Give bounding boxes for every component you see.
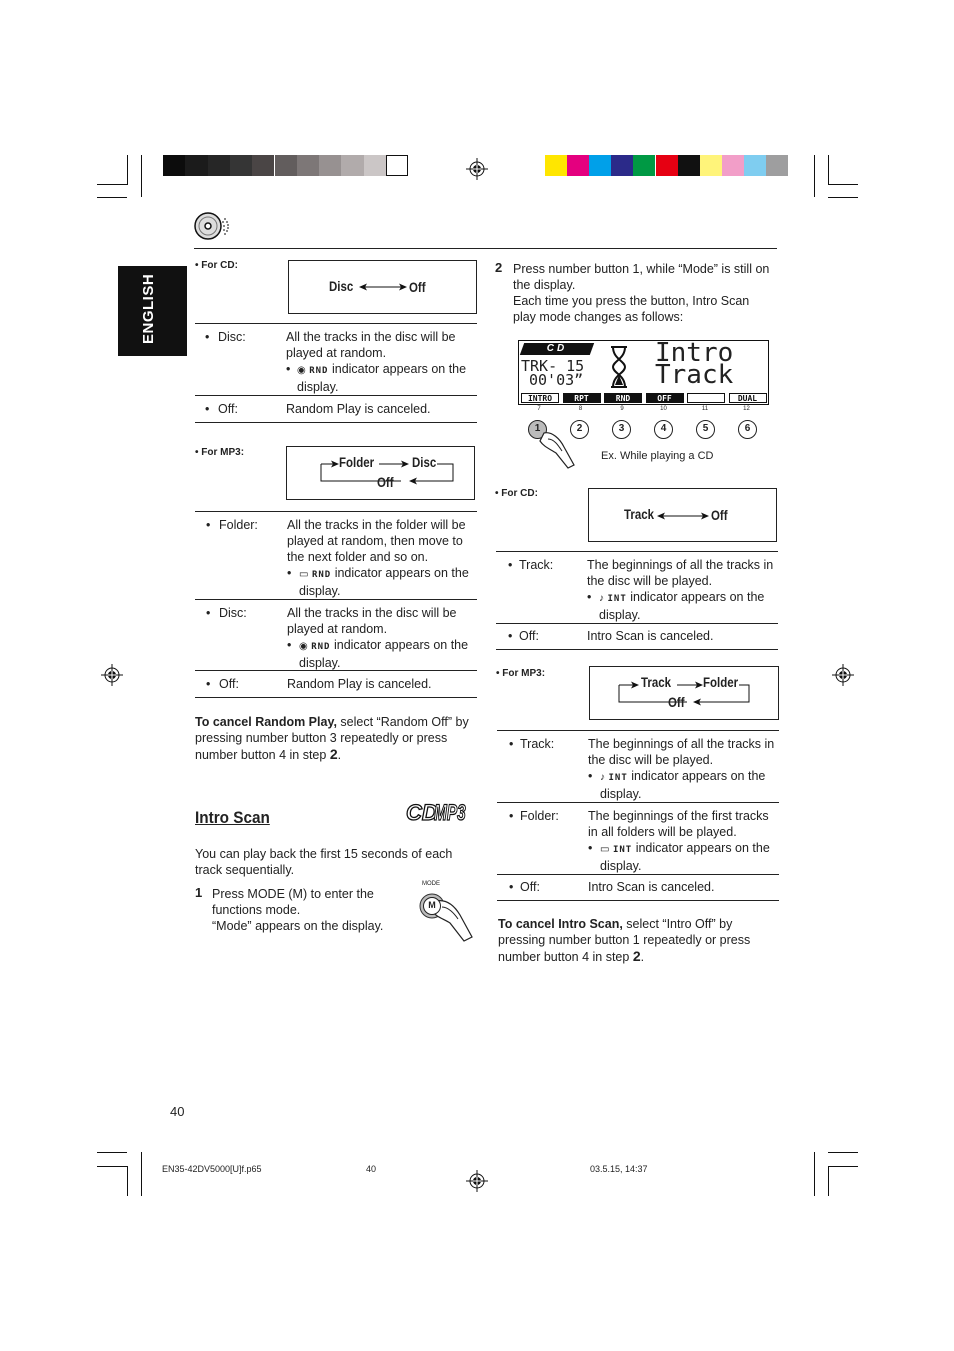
color-swatch xyxy=(656,155,678,176)
number-button-1[interactable]: 1 xyxy=(528,420,547,439)
page-number: 40 xyxy=(170,1104,185,1119)
cycle-track-label: Track xyxy=(641,674,672,690)
rnd-indicator: RND xyxy=(311,570,332,580)
number-button-5[interactable]: 5 xyxy=(696,420,715,439)
lcd-mode-label: DUAL xyxy=(729,393,767,403)
color-swatch xyxy=(744,155,766,176)
crosshair-icon xyxy=(466,158,488,180)
mp3-label: • For MP3: xyxy=(496,668,546,679)
gray-swatch xyxy=(341,155,363,176)
crosshair-icon xyxy=(101,664,123,686)
gray-swatch xyxy=(275,155,297,176)
lcd-mode-numbers xyxy=(518,406,769,414)
header-rule xyxy=(194,248,777,249)
lcd-cd-tab: CD xyxy=(520,343,594,355)
gray-swatch xyxy=(297,155,319,176)
lcd-mode-label: INTRO xyxy=(521,393,559,403)
cycle-off-label: Off xyxy=(668,694,685,710)
cycle-track-label: Track xyxy=(624,506,655,522)
hourglass-icon xyxy=(609,345,629,389)
double-arrow-icon xyxy=(359,282,407,292)
display-caption: Ex. While playing a CD xyxy=(601,450,714,462)
disc-icon xyxy=(192,210,236,242)
cd-intro-cycle-diagram xyxy=(588,488,777,542)
color-swatch xyxy=(567,155,589,176)
gray-swatch xyxy=(208,155,230,176)
note-indicator-icon: ♪ xyxy=(600,772,605,783)
step-1-instruction: Press MODE (M) to enter the functions mode. “Mode” appears on the display. xyxy=(212,887,384,933)
lcd-track-text: Track xyxy=(655,360,734,390)
cancel-random-note: To cancel Random Play, select “Random Off” by pressing number button 3 repeatedly or press number button 4 in step 2. xyxy=(195,715,469,762)
language-tab xyxy=(118,266,187,356)
footer-page: 40 xyxy=(366,1164,377,1174)
lcd-mode-number: 8 xyxy=(578,406,583,412)
crosshair-icon xyxy=(466,1170,488,1192)
lcd-elapsed-time: 00'03” xyxy=(529,371,584,389)
rnd-indicator: RND xyxy=(309,366,329,376)
mp3-random-cycle-diagram xyxy=(286,446,475,500)
lcd-mode-number: 10 xyxy=(660,406,667,412)
mp3-label: • For MP3: xyxy=(195,447,245,458)
cd-mp3-badge xyxy=(406,798,470,834)
color-swatch xyxy=(633,155,655,176)
int-indicator: INT xyxy=(612,845,633,855)
int-indicator: INT xyxy=(607,594,627,604)
lcd-display xyxy=(518,340,769,405)
lcd-mode-label xyxy=(687,393,725,403)
cd-badge: CD xyxy=(406,800,438,825)
lcd-mode-label: OFF xyxy=(646,393,684,403)
intro-description: You can play back the first 15 seconds of each track sequentially. xyxy=(195,847,453,877)
cd-random-cycle-diagram xyxy=(288,260,477,314)
cd-label: • For CD: xyxy=(495,488,538,499)
cycle-off-label: Off xyxy=(409,279,426,295)
number-button-6[interactable]: 6 xyxy=(738,420,757,439)
cycle-off-label: Off xyxy=(711,507,728,523)
lcd-intro-text: Intro xyxy=(655,338,734,368)
color-swatch xyxy=(766,155,788,176)
rnd-indicator: RND xyxy=(311,642,331,652)
color-swatch xyxy=(678,155,700,176)
language-tab-label: ENGLISH xyxy=(140,273,157,344)
disc-indicator-icon: ◉ xyxy=(299,641,308,652)
finger-icon xyxy=(530,425,576,469)
mode-button-press-illustration xyxy=(418,893,478,945)
section-title-intro-scan: Intro Scan xyxy=(195,808,270,827)
crosshair-icon xyxy=(832,664,854,686)
mode-label: MODE xyxy=(422,881,440,887)
color-swatch xyxy=(611,155,633,176)
lcd-mode-label: RPT xyxy=(563,393,601,403)
color-swatch xyxy=(545,155,567,176)
step-1-number: 1 xyxy=(195,885,203,900)
cycle-folder-label: Folder xyxy=(703,674,739,690)
footer-filename: EN35-42DV5000[U]f.p65 xyxy=(162,1164,262,1174)
folder-indicator-icon: ▭ xyxy=(299,569,309,580)
gray-swatch xyxy=(163,155,185,176)
mp3-badge: MP3 xyxy=(434,800,466,825)
color-swatch xyxy=(722,155,744,176)
number-button-4[interactable]: 4 xyxy=(654,420,673,439)
cycle-disc-label: Disc xyxy=(412,454,437,470)
cycle-folder-label: Folder xyxy=(339,454,375,470)
gray-swatch xyxy=(185,155,207,176)
lcd-mode-number: 11 xyxy=(701,406,709,412)
gray-swatch xyxy=(364,155,386,176)
number-button-3[interactable]: 3 xyxy=(612,420,631,439)
int-indicator: INT xyxy=(608,773,628,783)
cycle-disc-label: Disc xyxy=(329,278,354,294)
cycle-off-label: Off xyxy=(377,474,394,490)
color-swatch xyxy=(700,155,722,176)
lcd-mode-label: RND xyxy=(604,393,642,403)
cd-label: • For CD: xyxy=(195,260,238,271)
number-button-2[interactable]: 2 xyxy=(570,420,589,439)
lcd-track-number: TRK- 15 xyxy=(521,357,585,375)
gray-swatch xyxy=(230,155,252,176)
gray-swatch xyxy=(252,155,274,176)
gray-swatch xyxy=(386,155,408,176)
mp3-intro-cycle-diagram xyxy=(589,666,779,720)
step-2-number: 2 xyxy=(495,260,503,275)
mode-button[interactable]: M xyxy=(423,897,441,915)
lcd-mode-number: 9 xyxy=(620,406,624,412)
lcd-mode-strip xyxy=(519,393,768,404)
step-2-instruction: Press number button 1, while “Mode” is still on the display. Each time you press the button, Intro Scan play mode changes as follows: xyxy=(513,262,770,324)
double-arrow-icon xyxy=(657,511,709,521)
disc-indicator-icon: ◉ xyxy=(297,365,306,376)
color-swatch xyxy=(589,155,611,176)
folder-indicator-icon: ▭ xyxy=(600,844,610,855)
footer-date: 03.5.15, 14:37 xyxy=(590,1164,648,1174)
note-indicator-icon: ♪ xyxy=(599,593,604,604)
gray-swatch xyxy=(319,155,341,176)
lcd-mode-number: 12 xyxy=(743,406,750,412)
cancel-intro-note: To cancel Intro Scan, select “Intro Off” by pressing number button 1 repeatedly or press number button 4 in step 2. xyxy=(498,917,751,964)
lcd-mode-number: 7 xyxy=(537,406,541,412)
